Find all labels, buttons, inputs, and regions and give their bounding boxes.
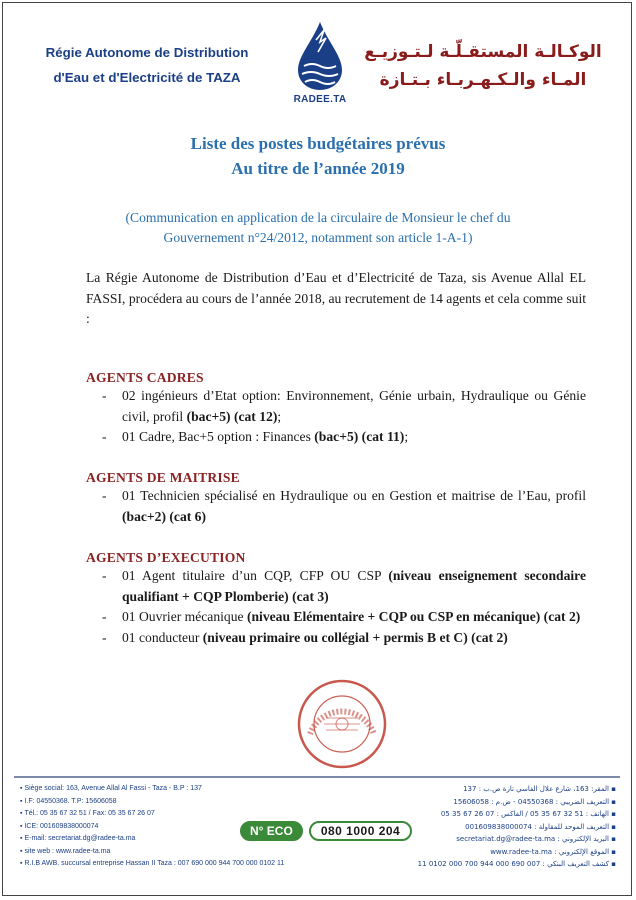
footer-line: ▪ site web : www.radee-ta.ma [20,846,300,859]
header-fr-line1: Régie Autonome de Distribution [45,45,249,60]
footer-line: ▪ I.F: 04550368. T.P: 15606058 [20,796,300,809]
document-subtitle: (Communication en application de la circulaire de Monsieur le chef du Gouvernement n°24/2012, notamment son article 1-A-1) [125,210,511,245]
official-stamp [296,678,388,770]
section-title: AGENTS D’EXECUTION [86,550,246,565]
document-title-year: Au titre de l’année 2019 [231,159,405,178]
neco-number: 080 1000 204 [309,821,412,841]
list-item: - 02 ingénieurs d’Etat option: Environnement, Génie urbain, Hydraulique ou Génie civil, profil (bac+5) (cat 12); [102,388,586,424]
section-title: AGENTS CADRES [86,370,204,385]
neco-number-badge [240,820,412,842]
logo-text: RADEE.TA [293,94,347,105]
header-ar-line2: المـاء والـكـهـربـاء بـتـازة [379,70,587,90]
footer-line: ▪ الهاتف : 51 32 67 35 05 / الفاكس : 07 26 67 35 05 [348,808,616,821]
item-text: 01 Agent titulaire d’un CQP, CFP OU CSP [122,568,389,583]
intro-paragraph: La Régie Autonome de Distribution d’Eau et d’Electricité de Taza, sis Avenue Allal EL FASSI, procédera au cours de l’année 2018, au recrutement de 14 agents et cela comme suit : [86,270,586,326]
footer-line: ▪ Tél.: 05 35 67 32 51 / Fax: 05 35 67 26 07 [20,808,300,821]
footer-line: ▪ التعريف الموحد للمقاولة : 001609838000074 [348,821,616,834]
footer-divider [14,776,620,778]
item-tail: ; [277,408,282,424]
item-bold: (niveau enseignement secondaire qualifiant + CQP Plomberie) (cat 3) [122,568,586,604]
list-item: - 01 Agent titulaire d’un CQP, CFP OU CSP (niveau enseignement secondaire qualifiant + CQP Plomberie) (cat 3) [102,568,586,604]
section-title: AGENTS DE MAITRISE [86,470,240,485]
section-agents-maitrise [86,470,586,527]
header-fr-line2: d'Eau et d'Electricité de TAZA [53,70,241,85]
item-text: 01 conducteur [122,629,203,645]
footer-line: ▪ ICE: 001609838000074 [20,821,300,834]
item-tail: ; [404,429,409,444]
item-text: 01 Cadre, Bac+5 option : Finances [122,429,315,444]
item-text: 02 ingénieurs d’Etat option: Environnement, Génie urbain, Hydraulique ou Génie civil, profil [122,388,586,424]
header-org-arabic [350,38,616,94]
radee-logo-icon [290,16,350,94]
footer-line: ▪ البريد الإلكتروني : secretariat.dg@radee-ta.ma [348,833,616,846]
item-text: 01 Ouvrier mécanique [122,609,247,624]
item-bold: (niveau Elémentaire + CQP ou CSP en mécanique) (cat 2) [246,609,581,624]
item-text: 01 Technicien spécialisé en Hydraulique ou en Gestion et maitrise de l’Eau, profil [122,488,586,503]
footer-line: ▪ Siège social: 163, Avenue Allal Al Fassi - Taza - B.P : 137 [20,783,300,796]
section-agents-execution [86,550,586,648]
list-item: - 01 Ouvrier mécanique (niveau Elémentaire + CQP ou CSP en mécanique) (cat 2) [102,609,581,624]
document-title: Liste des postes budgétaires prévus [190,134,446,153]
header-ar-line1: الوكـالـة المستقـلّـة لـتـوزيـع [364,42,602,62]
list-item: - 01 conducteur (niveau primaire ou collégial + permis B et C) (cat 2) [102,629,508,645]
item-bold: (bac+5) (cat 11) [314,429,405,444]
footer-line: ▪ R.I.B AWB. succursal entreprise Hassan II Taza : 007 690 000 944 700 000 0102 11 [20,858,300,871]
section-agents-cadres [86,370,586,448]
item-bold: (bac+2) (cat 6) [122,508,206,524]
footer-line: ▪ التعريف الضريبي : 04550368 - ض.م : 15606058 [348,796,616,809]
item-bold: (bac+5) (cat 12) [186,408,278,424]
footer-line: ▪ كشف التعريف البنكي : 007 690 000 944 700 000 0102 11 [348,858,616,871]
footer-line: ▪ المقر: 163، شارع علال الفاسي تازة ص.ب : 137 [348,783,616,796]
footer-line: ▪ E-mail: secretariat.dg@radee-ta.ma [20,833,300,846]
neco-label: N° ECO [240,821,303,841]
list-item: - 01 Technicien spécialisé en Hydraulique ou en Gestion et maitrise de l’Eau, profil (bac+2) (cat 6) [102,488,586,524]
header-org-french [22,40,272,90]
footer-line: ▪ الموقع الإلكتروني : www.radee-ta.ma [348,846,616,859]
item-bold: (niveau primaire ou collégial + permis B et C) (cat 2) [202,629,508,645]
list-item: - 01 Cadre, Bac+5 option : Finances (bac+5) (cat 11); [102,429,409,444]
